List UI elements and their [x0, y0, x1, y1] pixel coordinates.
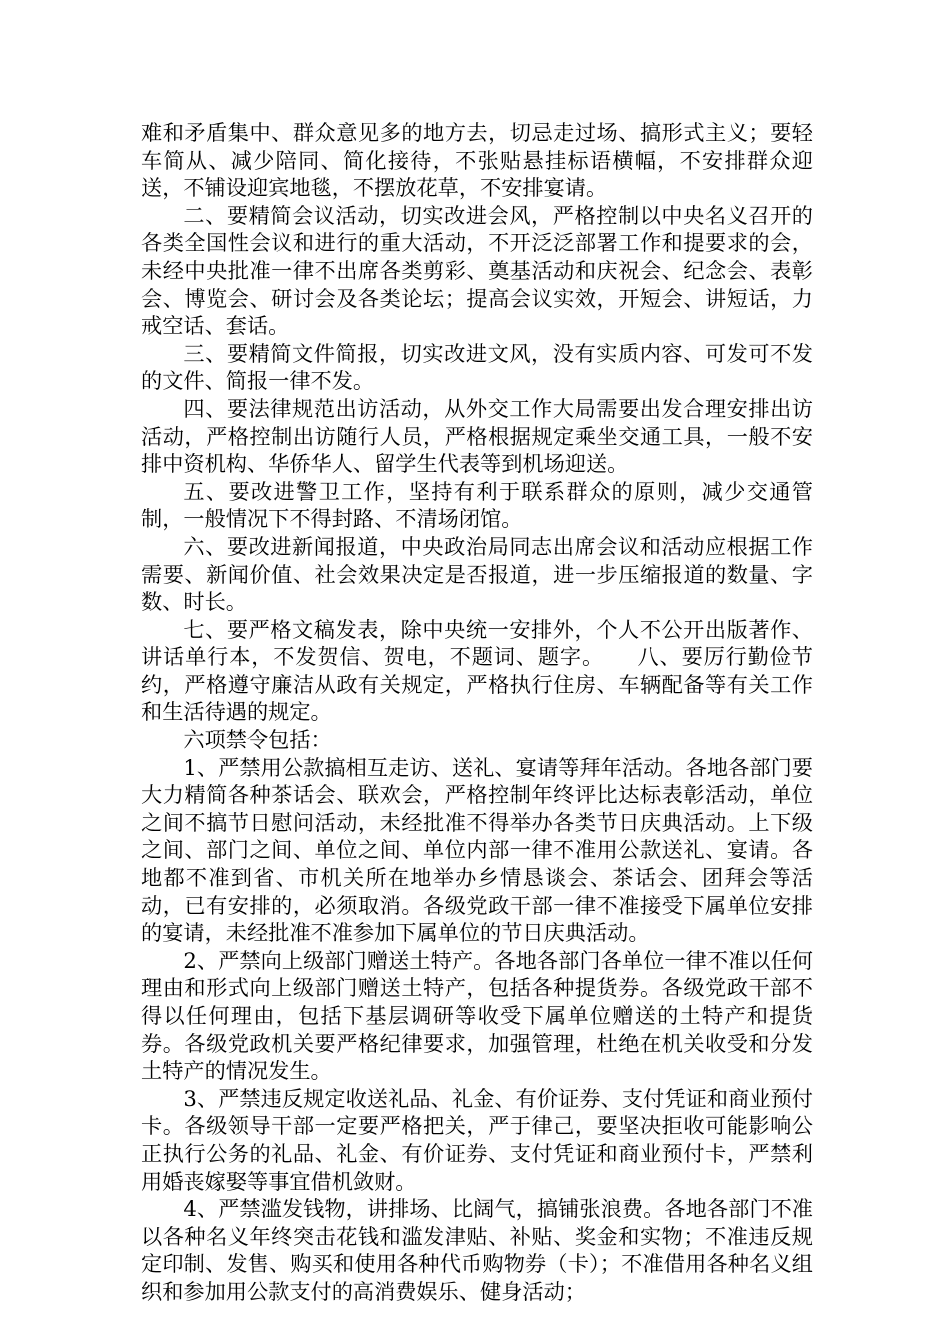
document-body	[141, 119, 813, 1306]
paragraph-2: 二、要精简会议活动，切实改进会风，严格控制以中央名义召开的各类全国性会议和进行的重大活动，不开泛泛部署工作和提要求的会，未经中央批准一律不出席各类剪彩、奠基活动和庆祝会、纪念会、表彰会、博览会、研讨会及各类论坛；提高会议实效，开短会、讲短话，力戒空话、套话。	[141, 202, 813, 339]
paragraph-12: 4、严禁滥发钱物，讲排场、比阔气，搞铺张浪费。各地各部门不准以各种名义年终突击花钱和滥发津贴、补贴、奖金和实物；不准违反规定印制、发售、购买和使用各种代币购物券（卡）；不准借用各种名义组织和参加用公款支付的高消费娱乐、健身活动；	[141, 1196, 813, 1304]
paragraph-1: 难和矛盾集中、群众意见多的地方去，切忌走过场、搞形式主义；要轻车简从、减少陪同、简化接待，不张贴悬挂标语横幅，不安排群众迎送，不铺设迎宾地毯，不摆放花草，不安排宴请。	[141, 120, 813, 201]
paragraph-5: 五、要改进警卫工作，坚持有利于联系群众的原则，减少交通管制，一般情况下不得封路、不清场闭馆。	[141, 478, 813, 532]
paragraph-11: 3、严禁违反规定收送礼品、礼金、有价证券、支付凭证和商业预付卡。各级领导干部一定要严格把关，严于律己，要坚决拒收可能影响公正执行公务的礼品、礼金、有价证券、支付凭证和商业预付卡，严禁利用婚丧嫁娶等事宜借机敛财。	[141, 1085, 813, 1194]
paragraph-9: 1、严禁用公款搞相互走访、送礼、宴请等拜年活动。各地各部门要大力精简各种茶话会、联欢会，严格控制年终评比达标表彰活动，单位之间不搞节日慰问活动，未经批准不得举办各类节日庆典活动。上下级之间、部门之间、单位之间、单位内部一律不准用公款送礼、宴请。各地都不准到省、市机关所在地举办乡情恳谈会、茶话会、团拜会等活动，已有安排的，必须取消。各级党政干部一律不准接受下属单位安排的宴请，未经批准不准参加下属单位的节日庆典活动。	[141, 754, 813, 946]
paragraph-7: 七、要严格文稿发表，除中央统一安排外，个人不公开出版著作、讲话单行本，不发贺信、贺电，不题词、题字。 八、要厉行勤俭节约，严格遵守廉洁从政有关规定，严格执行住房、车辆配备等有关工作和生活待遇的规定。	[141, 616, 813, 725]
paragraph-3: 三、要精简文件简报，切实改进文风，没有实质内容、可发可不发的文件、简报一律不发。	[141, 340, 813, 394]
paragraph-10: 2、严禁向上级部门赠送土特产。各地各部门各单位一律不准以任何理由和形式向上级部门赠送土特产，包括各种提货券。各级党政干部不得以任何理由，包括下基层调研等收受下属单位赠送的土特产和提货券。各级党政机关要严格纪律要求，加强管理，杜绝在机关收受和分发土特产的情况发生。	[141, 947, 813, 1084]
paragraph-8: 六项禁令包括：	[183, 727, 332, 753]
paragraph-6: 六、要改进新闻报道，中央政治局同志出席会议和活动应根据工作需要、新闻价值、社会效果决定是否报道，进一步压缩报道的数量、字数、时长。	[141, 533, 813, 615]
paragraph-4: 四、要法律规范出访活动，从外交工作大局需要出发合理安排出访活动，严格控制出访随行人员，严格根据规定乘坐交通工具，一般不安排中资机构、华侨华人、留学生代表等到机场迎送。	[141, 395, 813, 477]
